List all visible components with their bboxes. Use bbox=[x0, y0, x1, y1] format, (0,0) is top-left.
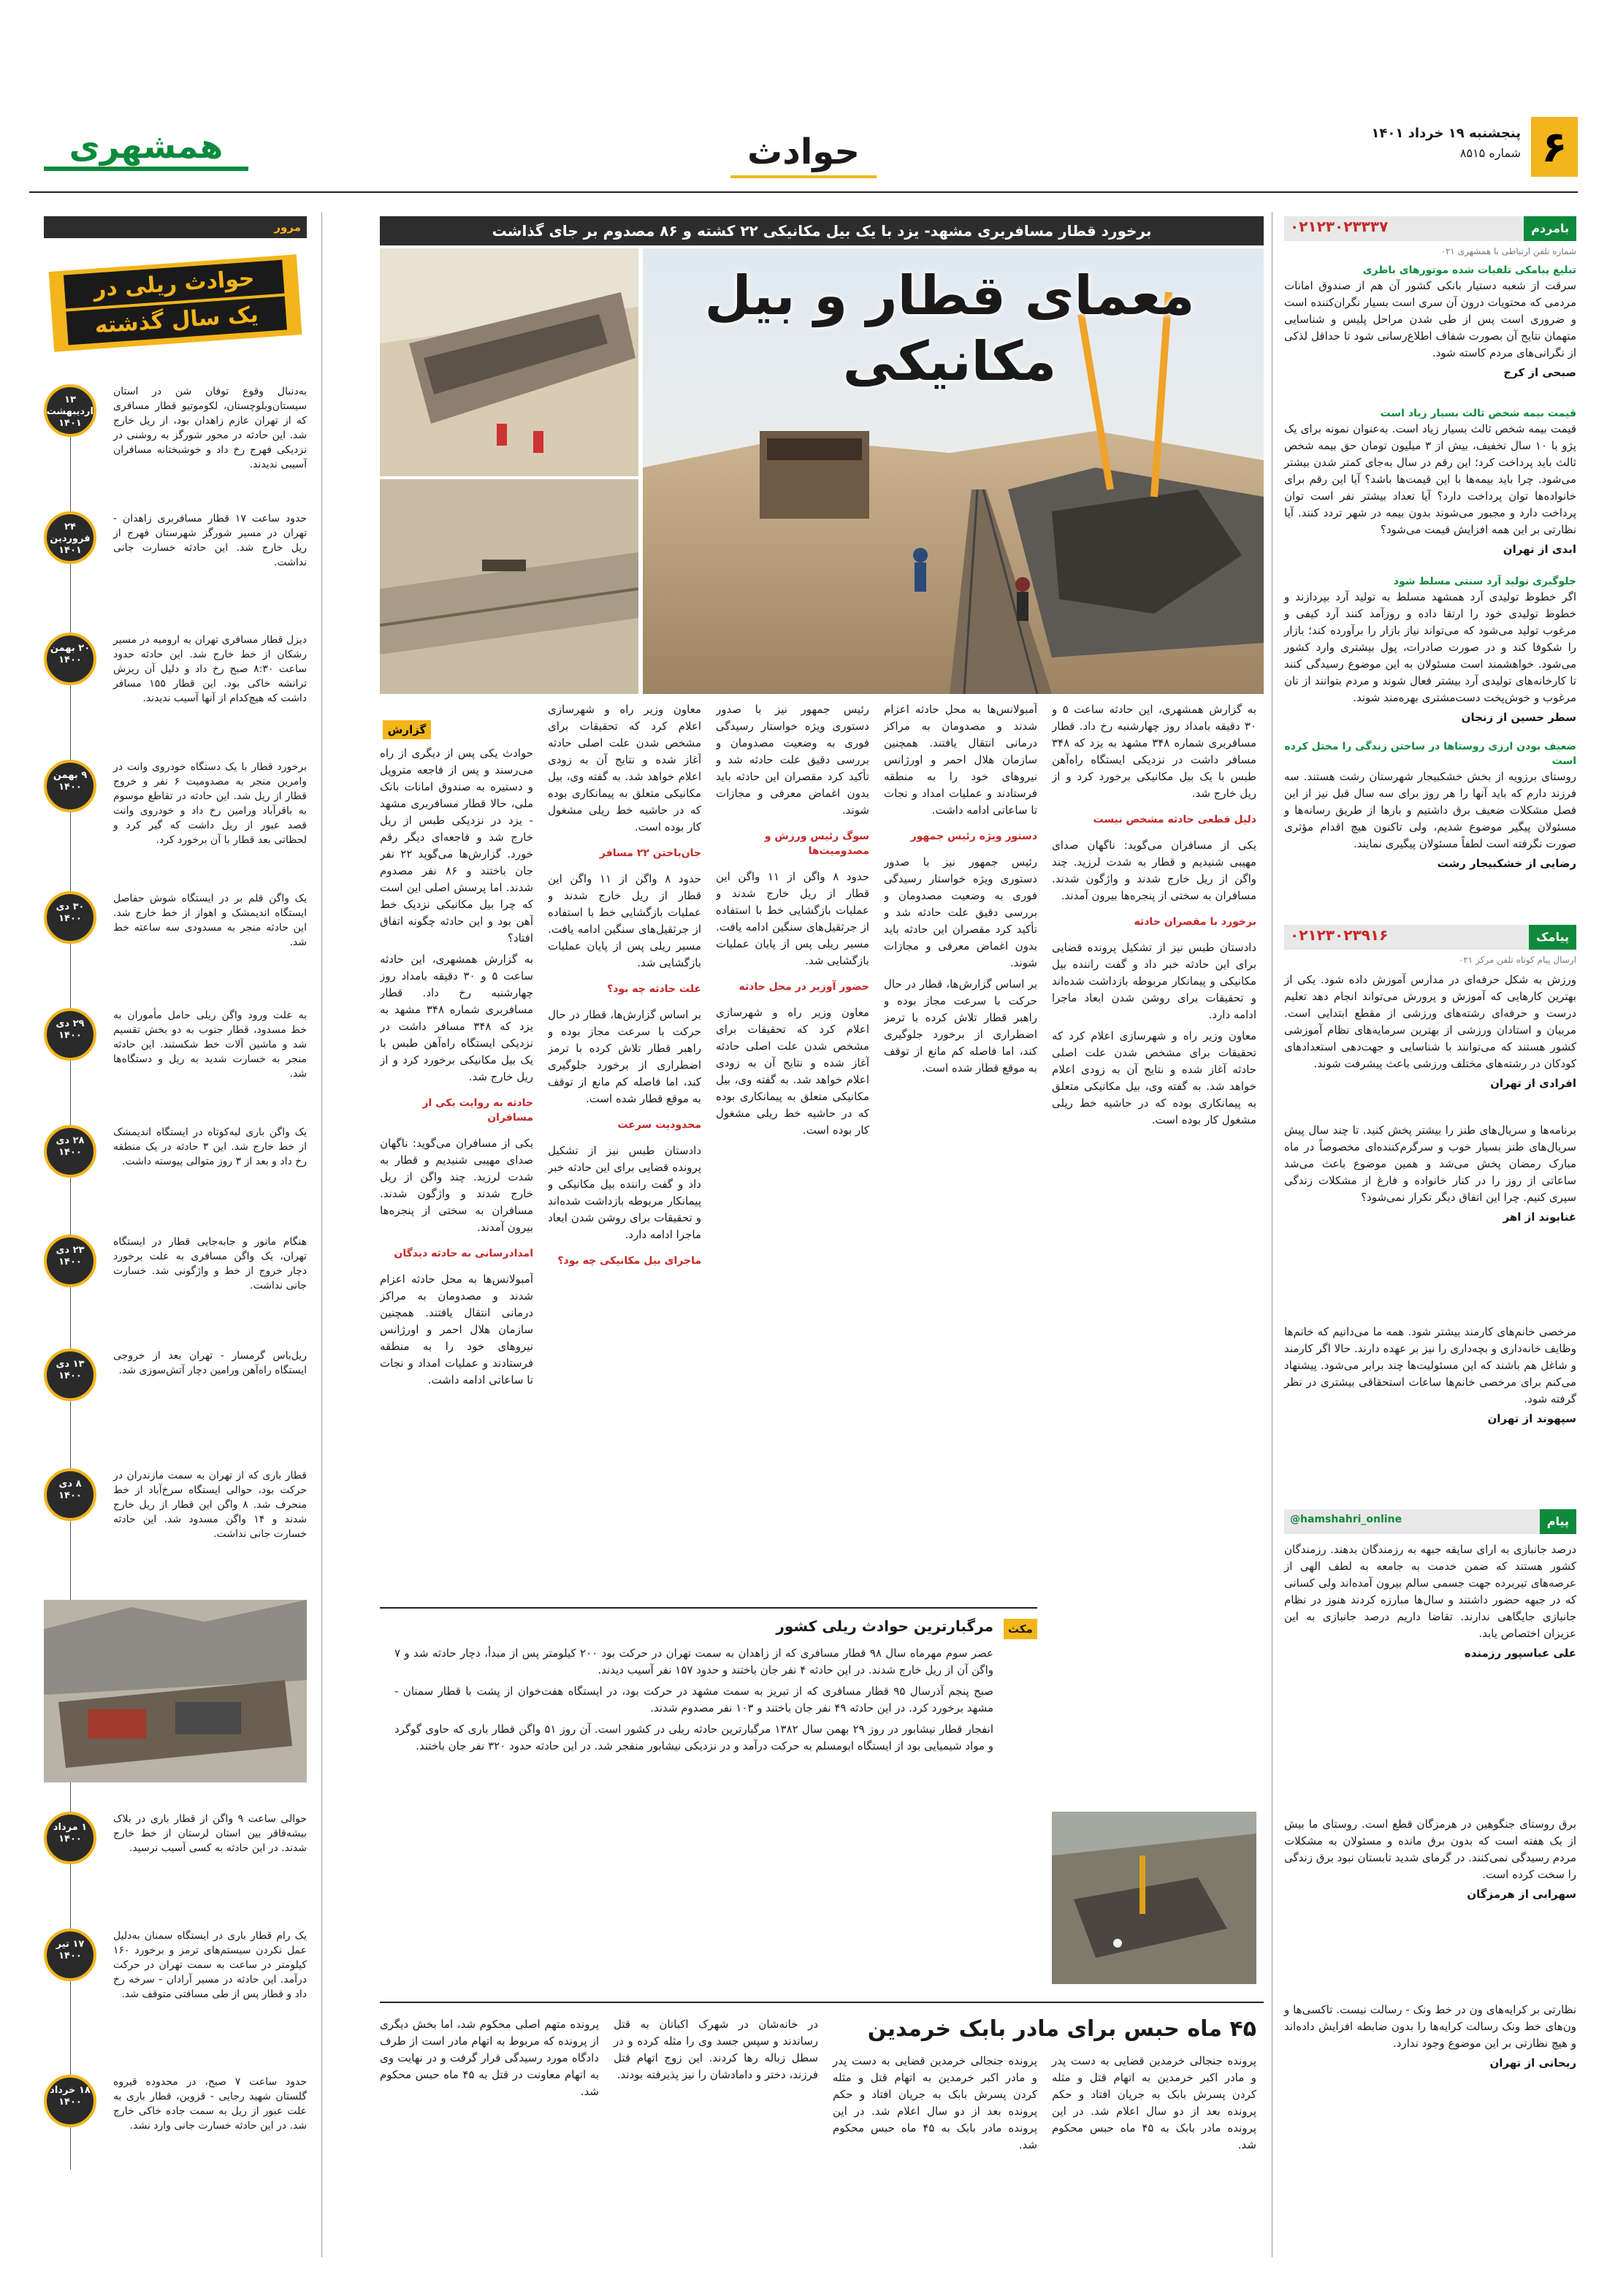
section-underline bbox=[730, 175, 877, 178]
headline: معمای قطار و بیل مکانیکی bbox=[704, 264, 1195, 393]
bamardom-item-body: اگر خطوط تولیدی آرد همشهد مسلط به تولید آرد بپردازند و خطوط تولیدی خود را ارتقا داده و روزآمد کنند آرد کیفی و مرغوب تولید می‌شود که می‌تواند نیاز بازار را برآورده کند؛ بازار را شکوفا کند و در صورت صادرات، پول بیشتری وارد کشور می‌شود. خواهشمند است مسئولان به این موضوع رسیدگی کنند تا کارخانه‌های تولیدی آرد بیشتر فعال شوند و مردم بتوانند از نان مرغوب و خوش‌پخت دست‌مشتری بهره‌مند شوند. bbox=[1284, 590, 1576, 704]
timeline-photo bbox=[44, 1600, 307, 1782]
timeline-date: ۲۰ بهمن ۱۴۰۰ bbox=[44, 633, 96, 685]
timeline-text: یک واگن باری لبه‌کوتاه در ایستگاه اندیمشک از خط خارج شد. این ۳ حادثه در یک منطقه رخ داد و بعد از ۳ روز متوالی پیوسته داشت. bbox=[113, 1126, 307, 1167]
subhead: دستور ویژه رئیس جمهور bbox=[910, 831, 1037, 842]
article-paragraph: حدود ۸ واگن از ۱۱ واگن این قطار از ریل خارج شدند و عملیات بازگشایی خط با استفاده از جرثقیل‌های سنگین ادامه یافت. مسیر ریلی پس از پایان عملیات بازگشایی شد. bbox=[716, 870, 869, 967]
payam-item bbox=[1284, 1816, 1576, 1901]
article-paragraph: معاون وزیر راه و شهرسازی اعلام کرد که تحقیقات برای مشخص شدن علت اصلی حادثه آغاز شده و نتایج آن به زودی اعلام خواهد شد. به گفته وی، بیل مکانیکی متعلق به پیمانکاری بوده که در حاشیه خط ریلی مشغول کار بوده است. bbox=[1052, 1029, 1256, 1126]
bamardom-item-sign: سطر حسین از زنجان bbox=[1461, 711, 1576, 724]
timeline-title-line1: حوادث ریلی در bbox=[64, 260, 284, 309]
bamardom-item-title: جلوگیری تولید آرد سنتی مسلط شود bbox=[1393, 576, 1576, 587]
payamak-item-sign: سپهوند از تهران bbox=[1487, 1412, 1576, 1425]
article-column-1 bbox=[380, 701, 533, 1593]
header-rule bbox=[29, 191, 1578, 193]
article-paragraph: بر اساس گزارش‌ها، قطار در حال حرکت با سرعت مجاز بوده و راهبر قطار تلاش کرده با ترمز اضطراری از برخورد جلوگیری کند، اما فاصله کم مانع از توقف به موقع قطار شده است. bbox=[548, 1008, 701, 1105]
bottom-story-paragraph: در خانه‌شان در شهرک اکباتان به قتل رساندند و سپس جسد وی را مثله کرده و در سطل زباله رها کردند. این زوج اتهام قتل فرزند، دختر و دامادشان را نیز پذیرفته بودند. bbox=[614, 2018, 818, 2081]
article-paragraph: یکی از مسافران می‌گوید: ناگهان صدای مهیبی شنیدیم و قطار به شدت لرزید. چند واگن از ریل خارج شدند و واژگون شدند. مسافران به سختی از پنجره‌ها بیرون آمدند. bbox=[1052, 839, 1256, 902]
payamak-item-body: برنامه‌ها و سریال‌های طنز را بیشتر پخش کنید. تا چند سال پیش سریال‌های طنز بسیار خوب و سرگرم‌کننده‌ای مخصوصاً در ماه مبارک رمضان پخش می‌شد و همین موضوع باعث می‌شد ساعاتی از روز را در کنار خانواده و فارغ از مشکلات زندگی سپری کنیم. چرا این اتفاق دیگر تکرار نمی‌شود؟ bbox=[1284, 1124, 1576, 1204]
timeline-date: ۱۷ تیر ۱۴۰۰ bbox=[44, 1929, 96, 1981]
timeline-text: قطار باری که از تهران به سمت مازندران در حرکت بود، حوالی ایستگاه سرخ‌آباد از خط منحرف شد. ۸ واگن این قطار از ریل خارج شدند و ۱۴ واگن مسدود شد. این حادثه خسارت جانی نداشت. bbox=[113, 1470, 307, 1540]
timeline-date: ۳۰ دی ۱۴۰۰ bbox=[44, 891, 96, 944]
subhead: ماجرای بیل مکانیکی چه بود؟ bbox=[557, 1255, 701, 1267]
timeline-date: ۲۳ دی ۱۴۰۰ bbox=[44, 1235, 96, 1287]
timeline-date: ۱۸ خرداد ۱۴۰۰ bbox=[44, 2075, 96, 2127]
issue-number: شماره ۸۵۱۵ bbox=[1459, 146, 1521, 160]
bottom-story-title: ۴۵ ماه حبس برای مادر بابک خرمدین bbox=[867, 2016, 1256, 2042]
aerial-scene-photo bbox=[380, 479, 638, 694]
bamardom-item-body: سرقت از شعبه دستیار بانکی کشور آن هم از صندوق امانات مردمی که محتویات درون آن سری است بسیار نگران‌کننده است و ضروری است پس از طی شدن مراحل پلیس و شناسایی متهمان نتایج آن بصورت شفاف اطلاع‌رسانی شود تا حداقل لذکی از نگرانی‌های مردم کاسته شود. bbox=[1284, 279, 1576, 359]
bamardom-item bbox=[1284, 574, 1576, 724]
payam-item bbox=[1284, 1541, 1576, 1660]
derailed-cars-photo bbox=[380, 248, 638, 476]
derailed-freight-photo bbox=[44, 1600, 307, 1782]
timeline-date: ۸ دی ۱۴۰۰ bbox=[44, 1468, 96, 1521]
timeline-date: ۲۴ فروردین ۱۴۰۱ bbox=[44, 511, 96, 564]
bamardom-item bbox=[1284, 263, 1576, 379]
article-paragraph: آمبولانس‌ها به محل حادثه اعزام شدند و مصدومان به مراکز درمانی انتقال یافتند. همچنین سازمان هلال احمر و اورژانس نیروهای خود را به منطقه فرستادند و عملیات امداد و نجات تا ساعاتی ادامه داشت. bbox=[884, 703, 1037, 817]
bamardom-item-title: تبلیغ پیامکی تلفیات شده موتورهای باطری bbox=[1362, 264, 1576, 276]
payamak-header bbox=[1284, 925, 1576, 950]
timeline-date: ۱۳ اردیبهشت ۱۴۰۱ bbox=[44, 384, 96, 437]
timeline-divider bbox=[321, 212, 322, 2257]
date: پنجشنبه ۱۹ خرداد ۱۴۰۱ bbox=[1371, 126, 1521, 141]
timeline-text: دیزل قطار مسافری تهران به ارومیه در مسیر رشکان از خط خارج شد. این حادثه حدود ساعت ۸:۳۰ صبح رخ داد و دلیل آن ریزش ترانشه خاکی بود. این قطار ۱۵۵ مسافر داشت که هیچ‌کدام از آنها آسیب ندیدند. bbox=[113, 634, 308, 704]
subhead: دلیل قطعی حادثه مشخص نیست bbox=[1093, 814, 1256, 825]
timeline-label: مرور bbox=[274, 221, 301, 234]
bamardom-item-sign: رضایی از خشکبیجار رشت bbox=[1437, 857, 1576, 870]
article-paragraph: حدود ۸ واگن از ۱۱ واگن این قطار از ریل خارج شدند و عملیات بازگشایی خط با استفاده از جرثقیل‌های سنگین ادامه یافت. مسیر ریلی پس از پایان عملیات بازگشایی شد. bbox=[548, 872, 701, 969]
article-paragraph: دادستان طبس نیز از تشکیل پرونده قضایی برای این حادثه خبر داد و گفت راننده بیل مکانیکی و پیمانکار مربوطه بازداشت شده‌اند و تحقیقات برای روشن شدن ابعاد ماجرا ادامه دارد. bbox=[1052, 941, 1256, 1021]
report-label: گزارش bbox=[383, 720, 431, 739]
bamardom-item-body: روستای برزویه از بخش خشکبیجار شهرستان رشت هستند. سه فرزند دارم که باید آنها را هر روز برای سه سال قبل نیز از این فصل مشکلات ضعیف برق داشتیم و بارها از طریق رسانه‌ها و مسئولان پیگیر موضوع شدیم، ولی تاکنون هیچ اقدام مؤثری صورت نگرفته است لطفاً مسئولان پیگیری نمایند. bbox=[1284, 770, 1576, 850]
moks-title: مرگبارترین حوادث ریلی کشور bbox=[776, 1617, 993, 1635]
payamak-item-sign: افرادی از تهران bbox=[1490, 1077, 1576, 1090]
side-photo-bottom bbox=[380, 479, 638, 694]
article-paragraph: رئیس جمهور نیز با صدور دستوری ویژه خواستار رسیدگی فوری به وضعیت مصدومان و بررسی دقیق علت حادثه شد و تأکید کرد مقصران این حادثه باید بدون اغماض معرفی و مجازات شوند. bbox=[884, 855, 1037, 969]
moks-label: مکث bbox=[1004, 1619, 1037, 1639]
article-column-5 bbox=[1052, 701, 1256, 1797]
article-paragraph: رئیس جمهور نیز با صدور دستوری ویژه خواستار رسیدگی فوری به وضعیت مصدومان و بررسی دقیق علت حادثه شد و تأکید کرد مقصران این حادثه باید بدون اغماض معرفی و مجازات شوند. bbox=[716, 703, 869, 817]
timeline-date: ۲۹ دی ۱۴۰۰ bbox=[44, 1008, 96, 1061]
bamardom-item-title: قیمت بیمه شخص ثالث بسیار زیاد است bbox=[1380, 408, 1576, 419]
timeline-text: ریل‌باس گرمسار - تهران بعد از خروجی ایستگاه راه‌آهن ورامین دچار آتش‌سوزی شد. bbox=[113, 1350, 307, 1376]
moks-item-text: انفجار قطار نیشابور در روز ۲۹ بهمن سال ۱۳۸۲ مرگبارترین حادثه ریلی در کشور است. آن روز ۵۱ واگن قطار باری که حاوی گوگرد و مواد شیمیایی بود از ایستگاه ابومسلم به حرکت درآمد و در نزدیکی نیشابور منفجر شد. در این حادثه حدود ۳۲۰ نفر جان باختند. bbox=[394, 1723, 993, 1752]
article-column-4 bbox=[884, 701, 1037, 1593]
payamak-item bbox=[1284, 972, 1576, 1090]
payam-item-body: برق روستای جنگوهین در هرمزگان قطع است. روستای ما بیش از یک هفته است که بدون برق مانده و مسئولان به مشکلات مردم رسیدگی نمی‌کنند. در گرمای شدید تابستان نبود برق زندگی را سخت کرده است. bbox=[1284, 1818, 1576, 1881]
payam-item-sign: ربحانی از تهران bbox=[1489, 2056, 1576, 2070]
timeline-date: ۱۳ دی ۱۴۰۰ bbox=[44, 1349, 96, 1401]
article-paragraph: معاون وزیر راه و شهرسازی اعلام کرد که تحقیقات برای مشخص شدن علت اصلی حادثه آغاز شده و نتایج آن به زودی اعلام خواهد شد. به گفته وی، بیل مکانیکی متعلق به پیمانکاری بوده که در حاشیه خط ریلی مشغول کار بوده است. bbox=[548, 703, 701, 834]
article-column-3 bbox=[716, 701, 869, 1593]
payam-item-sign: سهرابی از هرمزگان bbox=[1467, 1888, 1576, 1901]
bamardom-header bbox=[1284, 216, 1576, 241]
bamardom-item-body: قیمت بیمه شخص ثالث بسیار زیاد است. به‌عنوان نمونه برای یک پژو با ۱۰ سال تخفیف، بیش از ۳ میلیون تومان حق بیمه شخص ثالث باید پرداخت کرد؛ این رقم در سال به‌جای کمتر شدن بیشتر می‌شود. چرا باید بیمه‌ها با این قیمت‌ها باشد؟ آیا این رقم برای خانواده‌ها توان پرداخت دارد؟ آیا تعداد بیشتر نفر است توان پرداخت دارد و مجبور می‌شوند بدون بیمه در شهر تردد کنند. آیا نظارتی بر این همه افزایش قیمت می‌شود؟ bbox=[1284, 422, 1576, 536]
bottom-story-col bbox=[1052, 2053, 1256, 2158]
section-title: حوادث bbox=[747, 131, 860, 172]
timeline-text: هنگام مانور و جابه‌جایی قطار در ایستگاه تهران، یک واگن مسافری به علت برخورد دچار خروج از خط و واژگونی شد. خسارت جانی نداشت. bbox=[113, 1236, 307, 1292]
article-paragraph: بر اساس گزارش‌ها، قطار در حال حرکت با سرعت مجاز بوده و راهبر قطار تلاش کرده با ترمز اضطراری از برخورد جلوگیری کند، اما فاصله کم مانع از توقف به موقع قطار شده است. bbox=[884, 977, 1037, 1075]
subhead: برخورد با مقصران حادثه bbox=[1134, 916, 1256, 928]
payam-item bbox=[1284, 2002, 1576, 2070]
newspaper-logo: همشهری bbox=[69, 126, 224, 166]
rescue-scene-photo bbox=[1052, 1812, 1256, 1984]
payamak-note: ارسال پیام کوتاه تلفن مرکز ۰۲۱ bbox=[1458, 955, 1576, 965]
subhead: سوگ رئیس ورزش و مصدومیت‌ها bbox=[764, 831, 869, 857]
subhead: جان‌باختن ۲۲ مسافر bbox=[599, 847, 701, 859]
payam-item-sign: علی عباسپور رزمنده bbox=[1464, 1647, 1576, 1660]
payamak-item bbox=[1284, 1324, 1576, 1425]
subhead: حادثه به روایت یکی از مسافران bbox=[422, 1097, 533, 1124]
payam-item-body: نظارتی بر کرایه‌های ون در خط ونک - رسالت نیست. تاکسی‌ها و ون‌های خط ونک رسالت کرایه‌ها را بدون ضابطه افزایش داده‌اند و هیچ نظارتی بر این موضوع وجود ندارد. bbox=[1284, 2003, 1576, 2050]
bamardom-tag: بامردم bbox=[1524, 216, 1576, 241]
timeline-title-box bbox=[49, 254, 302, 351]
bottom-story-rule bbox=[380, 2002, 1264, 2003]
timeline-date: ۲۸ دی ۱۴۰۰ bbox=[44, 1125, 96, 1178]
moks-item-text: عصر سوم مهرماه سال ۹۸ قطار مسافری که از زاهدان به سمت تهران در حرکت بود ۲۰۰ کیلومتر پس از مبدأ، دچار حادثه شد و ۷ واگن آن از ریل خارج شدند. در این حادثه ۴ نفر جان باختند و حدود ۱۵۷ نفر آسیب دیدند. bbox=[394, 1647, 994, 1677]
rescue-photo bbox=[1052, 1812, 1256, 1984]
payamak-phone: ۰۲۱۲۳۰۲۳۹۱۶ bbox=[1290, 926, 1389, 944]
timeline-text: برخورد قطار با یک دستگاه خودروی وانت در وامرین منجر به مصدومیت ۶ نفر و خروج قطار از ریل شد. این حادثه در تقاطع موسوم به باقرآباد ورامین رخ داد و خودروی وانت قصد عبور از ریل داشت که گیر کرد و لحظاتی بعد قطار با آن برخورد کرد. bbox=[113, 761, 307, 846]
logo-underline bbox=[44, 167, 248, 171]
article-paragraph: به گزارش همشهری، این حادثه ساعت ۵ و ۳۰ دقیقه بامداد روز چهارشنبه رخ داد. قطار مسافربری شماره ۳۴۸ مشهد به یزد که ۳۴۸ مسافر داشت در نزدیکی ایستگاه راه‌آهن طبس با یک بیل مکانیکی برخورد کرد و از ریل خارج شد. bbox=[380, 953, 533, 1083]
payam-handle: @hamshahri_online bbox=[1290, 1514, 1402, 1525]
payamak-tag: پیامک bbox=[1529, 925, 1576, 950]
timeline-text: حدود ساعت ۷ صبح، در محدوده قیروه گلستان شهید رجایی - قزوین، قطار باری به علت عبور از ریل به سمت جاده خاکی خارج شد. در این حادثه خسارت جانی وارد نشد. bbox=[113, 2076, 307, 2132]
timeline-text: حدود ساعت ۱۷ قطار مسافربری زاهدان - تهران در مسیر شورگز شهرستان فهرج از ریل خارج شد. این حادثه خسارت جانی نداشت. bbox=[113, 513, 307, 568]
article-column-2 bbox=[548, 701, 701, 1593]
subhead: علت حادثه چه بود؟ bbox=[607, 983, 701, 995]
bamardom-item bbox=[1284, 739, 1576, 870]
timeline-text: به علت ورود واگن ریلی حامل مأموران به خط مسدود، قطار جنوب به دو بخش تقسیم شد و ماشین آلات خط شکستند. این حادثه منجر به خسارت شدید به ریل و دستگاه‌ها شد. bbox=[113, 1010, 307, 1080]
timeline-title-line2: یک سال گذشته bbox=[66, 297, 286, 346]
payamak-item-sign: غنابوند از اهر bbox=[1503, 1210, 1576, 1224]
article-paragraph: دادستان طبس نیز از تشکیل پرونده قضایی برای این حادثه خبر داد و گفت راننده بیل مکانیکی و پیمانکار مربوطه بازداشت شده‌اند و تحقیقات برای روشن شدن ابعاد ماجرا ادامه دارد. bbox=[548, 1144, 701, 1241]
article-paragraph: به گزارش همشهری، این حادثه ساعت ۵ و ۳۰ دقیقه بامداد روز چهارشنبه رخ داد. قطار مسافربری شماره ۳۴۸ مشهد به یزد که ۳۴۸ مسافر داشت در نزدیکی ایستگاه راه‌آهن طبس با یک بیل مکانیکی برخورد کرد و از ریل خارج شد. bbox=[1052, 703, 1256, 800]
moks-item bbox=[394, 1645, 993, 1759]
bottom-story-col bbox=[380, 2016, 599, 2105]
payam-header bbox=[1284, 1509, 1576, 1534]
page-number: ۶ bbox=[1531, 117, 1578, 177]
bottom-story-paragraph: پرونده متهم اصلی محکوم شد، اما بخش دیگری از پرونده که مربوط به اتهام مادر است از طرف دادگاه مورد رسیدگی قرار گرفت و در نهایت وی به اتهام معاونت در قتل به ۴۵ ماه حبس محکوم شد. bbox=[380, 2018, 599, 2098]
payamak-item-body: ورزش به شکل حرفه‌ای در مدارس آموزش داده شود. یکی از بهترین کارهایی که آموزش و پرورش می‌تواند انجام دهد تعلیم درست و حرفه‌ای رشته‌های ورزشی از مقطع ابتدایی است. مربیان و استادان ورزشی از بهترین سرمایه‌های نظام آموزشی کشور هستند که می‌توانند با شناسایی و جهت‌دهی استعدادهای کودکان در رشته‌های مختلف ورزشی باعث پیشرفت شوند. bbox=[1284, 973, 1576, 1070]
bamardom-item-sign: ابدی از تهران bbox=[1503, 543, 1576, 556]
article-paragraph: آمبولانس‌ها به محل حادثه اعزام شدند و مصدومان به مراکز درمانی انتقال یافتند. همچنین سازمان هلال احمر و اورژانس نیروهای خود را به منطقه فرستادند و عملیات امداد و نجات تا ساعاتی ادامه داشت. bbox=[380, 1273, 533, 1387]
bamardom-phone: ۰۲۱۲۳۰۲۳۳۳۷ bbox=[1290, 218, 1389, 235]
lead: حوادث یکی پس از دیگری از راه می‌رسند و پس از فاجعه متروپل و دستیره به صندوق امانات بانک ملی، حالا قطار مسافربری مشهد - یزد در نزدیکی طبس از ریل خارج شد و فاجعه‌ای دیگر رقم خورد. گزارش‌ها می‌گوید ۲۲ نفر جان باختند و ۸۶ نفر مصدوم شدند. اما پرسش اصلی این است که چرا بیل مکانیکی نزدیک خط آهن بود و این حادثه چگونه اتفاق افتاد؟ bbox=[380, 747, 533, 945]
bottom-story-paragraph: پرونده جنجالی خرمدین قضایی به دست پدر و مادر اکبر خرمدین به اتهام قتل و مثله کردن پسرش بابک به جریان افتاد و حکم پرونده بعد از دو سال اعلام شد. در این پرونده مادر بابک به ۴۵ ماه حبس محکوم شد. bbox=[833, 2054, 1038, 2151]
timeline-text: حوالی ساعت ۹ واگن از قطار باری در بلاک بیشه‌قاقر بین استان لرستان از خط خارج شدند. در این حادثه به کسی آسیب نرسید. bbox=[113, 1813, 307, 1854]
timeline-date: ۱ مرداد ۱۴۰۰ bbox=[44, 1812, 96, 1864]
bamardom-note: شماره تلفن ارتباطی با همشهری ۰۲۱ bbox=[1440, 246, 1576, 256]
payam-tag: پیام bbox=[1540, 1509, 1576, 1534]
timeline-text: یک واگن قلم بر در ایستگاه شوش حفاصل ایستگاه اندیمشک و اهواز از خط خارج شد. این حادثه منجر به مسدودی سه ساعته خط شد. bbox=[113, 893, 307, 948]
bamardom-item-sign: صبحی از کرج bbox=[1503, 366, 1576, 379]
bamardom-item bbox=[1284, 406, 1576, 556]
payamak-item bbox=[1284, 1122, 1576, 1224]
timeline-date: ۹ بهمن ۱۴۰۰ bbox=[44, 760, 96, 812]
kicker: برخورد قطار مسافربری مشهد- یزد با یک بیل مکانیکی ۲۲ کشته و ۸۶ مصدوم بر جای گذاشت bbox=[380, 216, 1264, 245]
bottom-story-col bbox=[833, 2053, 1037, 2158]
bottom-story-paragraph: پرونده جنجالی خرمدین قضایی به دست پدر و مادر اکبر خرمدین به اتهام قتل و مثله کردن پسرش بابک به جریان افتاد و حکم پرونده بعد از دو سال اعلام شد. در این پرونده مادر بابک به ۴۵ ماه حبس محکوم شد. bbox=[1052, 2054, 1257, 2151]
timeline-text: یک رام قطار باری در ایستگاه سمنان به‌دلیل عمل نکردن سیستم‌های ترمز و برخورد ۱۶۰ کیلومتر در ساعت به سمت تهران در حرکت درآمد. این حادثه در مسیر آرادان - سرخه رخ داد و قطار پس از طی مسافتی متوقف شد. bbox=[113, 1930, 307, 2000]
side-photo-top bbox=[380, 248, 638, 476]
moks-box bbox=[380, 1607, 1037, 1988]
subhead: حضور آوزیر در محل حادثه bbox=[738, 981, 869, 993]
article-paragraph: معاون وزیر راه و شهرسازی اعلام کرد که تحقیقات برای مشخص شدن علت اصلی حادثه آغاز شده و نتایج آن به زودی اعلام خواهد شد. به گفته وی، بیل مکانیکی متعلق به پیمانکاری بوده که در حاشیه خط ریلی مشغول کار بوده است. bbox=[716, 1006, 869, 1137]
timeline-label-bar bbox=[44, 216, 307, 238]
subhead: امدادرسانی به حادثه دیدگان bbox=[394, 1248, 533, 1259]
subhead: محدودیت سرعت bbox=[617, 1119, 701, 1131]
bamardom-item-title: ضعیف بودن ارزی روستاها در ساختن زندگی را مختل کرده است bbox=[1284, 741, 1576, 767]
article-paragraph: یکی از مسافران می‌گوید: ناگهان صدای مهیبی شنیدیم و قطار به شدت لرزید. چند واگن از ریل خارج شدند و واژگون شدند. مسافران به سختی از پنجره‌ها بیرون آمدند. bbox=[380, 1137, 533, 1234]
payam-item-body: درصد جانبازی به ارای سایقه جبهه به رزمندگان بدهند. رزمندگان کشور هستند که ضمن خدمت به جامعه به لطف الهی از عرصه‌های تیربرده جهت جسمی سالم بیرون آمده‌اند ولی کسانی که در جبهه حضور داشتند و سال‌ها مبارزه کردند هنوز در نظام جانبازی جایگاهی ندارند. تقاضا داریم درصد جانبازی به این عزیزان اختصاص یابد. bbox=[1284, 1543, 1576, 1640]
moks-item-text: صبح پنجم آذرسال ۹۵ قطار مسافری که از تبریز به سمت مشهد در حرکت بود، در ایستگاه هفت‌خوان از پشت با قطار سمنان - مشهد برخورد کرد. در این حادثه ۴۹ نفر جان باختند و ۱۰۳ نفر مصدوم شدند. bbox=[394, 1685, 993, 1715]
payamak-item-body: مرخصی خانم‌های کارمند بیشتر شود. همه ما می‌دانیم که خانم‌ها وظایف خانه‌داری و بچه‌داری را نیز بر عهده دارند. حالا اگر کارمند و شاغل هم باشند که این مسئولیت‌ها چند برابر می‌شود. پیشنهاد می‌کنم برای مرخصی خانم‌ها ساعات استحقاقی بیشتری در نظر گرفته شود. bbox=[1284, 1325, 1576, 1406]
timeline-text: به‌دنبال وقوع توفان شن در استان سیستان‌وبلوچستان، لکوموتیو قطار مسافری که از تهران عازم زاهدان بود، از ریل خارج شد. این حادثه در محور شورگز به روشنی در نزدیکی فهرج رخ داد و خوشبختانه مسافران آسیبی ندیدند. bbox=[113, 386, 307, 470]
bottom-story-col bbox=[614, 2016, 818, 2088]
